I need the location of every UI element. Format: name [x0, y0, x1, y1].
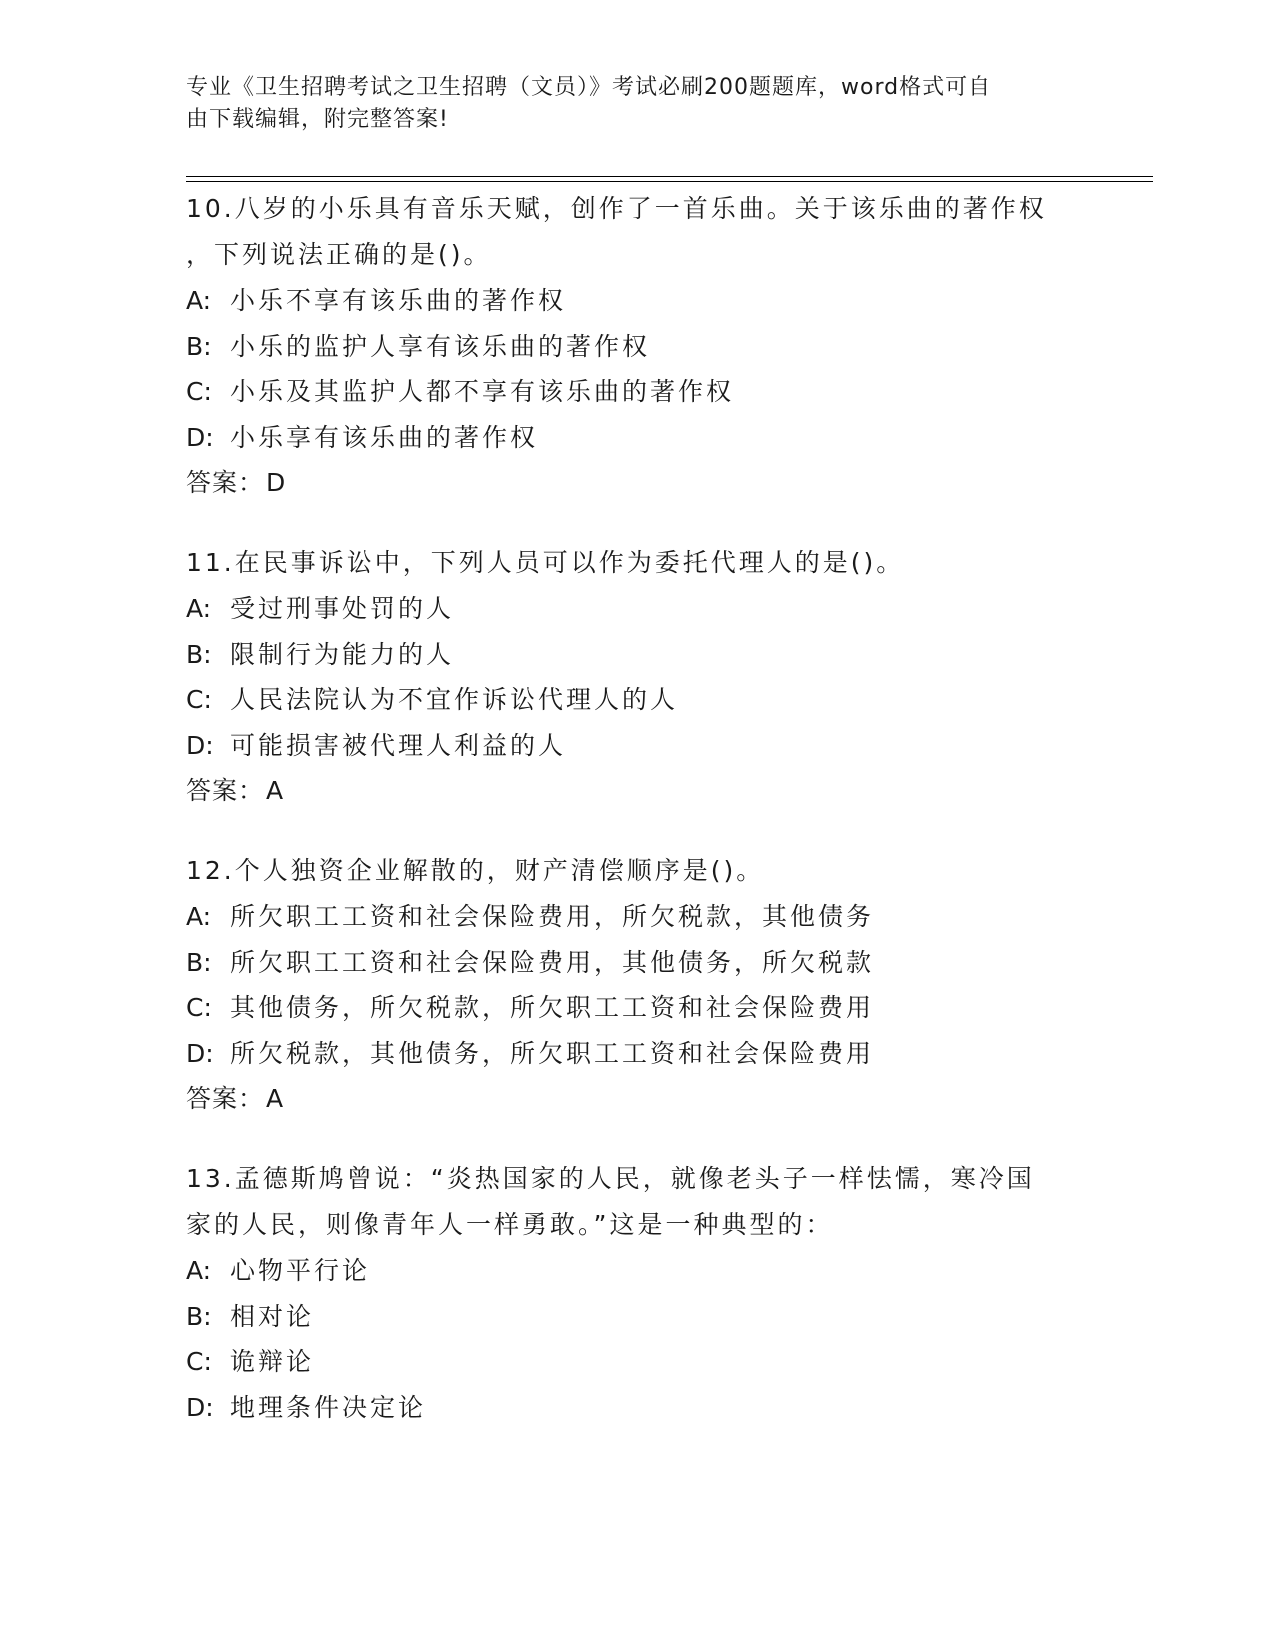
- option-text: 所欠职工工资和社会保险费用，所欠税款，其他债务: [230, 902, 875, 931]
- question-text-line-2: ，下列说法正确的是()。: [186, 240, 492, 269]
- question-text-line-1: 12.个人独资企业解散的，财产清偿顺序是()。: [186, 856, 765, 885]
- question-text: [186, 540, 1086, 586]
- option-c: [186, 985, 1086, 1031]
- option-text: 受过刑事处罚的人: [230, 594, 455, 623]
- option-b: [186, 940, 1086, 986]
- option-text: 小乐不享有该乐曲的著作权: [230, 286, 567, 315]
- question-text-line-1: 13.孟德斯鸠曾说：“炎热国家的人民，就像老头子一样怯懦，寒冷国: [186, 1164, 1035, 1193]
- option-d: [186, 415, 1086, 461]
- option-text: 人民法院认为不宜作诉讼代理人的人: [230, 685, 679, 714]
- option-b: [186, 632, 1086, 678]
- answer-line: [186, 1076, 1086, 1122]
- option-letter: D:: [186, 1038, 214, 1068]
- option-letter: A:: [186, 1256, 212, 1285]
- option-text: 其他债务，所欠税款，所欠职工工资和社会保险费用: [230, 993, 875, 1022]
- answer-line: [186, 768, 1086, 814]
- header-line-1: 专业《卫生招聘考试之卫生招聘（文员）》考试必刷200题题库，word格式可自: [186, 75, 992, 100]
- option-letter: C:: [186, 685, 212, 714]
- question-item: [186, 186, 1086, 506]
- header-divider-bottom: [186, 181, 1153, 182]
- option-d: [186, 1031, 1086, 1077]
- option-text: 心物平行论: [230, 1256, 371, 1285]
- option-text: 小乐享有该乐曲的著作权: [230, 422, 539, 452]
- option-text: 限制行为能力的人: [230, 639, 455, 669]
- option-letter: A:: [186, 594, 212, 623]
- question-text: [186, 848, 1086, 894]
- option-letter: D:: [186, 730, 214, 760]
- option-letter: B:: [186, 1301, 212, 1331]
- document-header: [186, 72, 1066, 136]
- header-line-2: 由下载编辑，附完整答案!: [186, 107, 449, 132]
- answer-line: [186, 460, 1086, 506]
- answer-value: A: [266, 776, 285, 805]
- option-text: 可能损害被代理人利益的人: [230, 730, 567, 760]
- question-text-line-1: 11.在民事诉讼中，下列人员可以作为委托代理人的是()。: [186, 548, 905, 577]
- question-item: [186, 1156, 1086, 1430]
- option-letter: D:: [186, 1392, 214, 1422]
- option-text: 地理条件决定论: [230, 1392, 427, 1422]
- option-b: [186, 1294, 1086, 1340]
- option-text: 所欠职工工资和社会保险费用，其他债务，所欠税款: [230, 947, 875, 977]
- option-a: [186, 278, 1086, 324]
- option-text: 相对论: [230, 1301, 315, 1331]
- option-letter: C:: [186, 1347, 212, 1376]
- answer-label: 答案：: [186, 776, 265, 805]
- option-letter: C:: [186, 993, 212, 1022]
- option-letter: A:: [186, 286, 212, 315]
- option-text: 小乐及其监护人都不享有该乐曲的著作权: [230, 377, 735, 406]
- option-text: 所欠税款，其他债务，所欠职工工资和社会保险费用: [230, 1038, 875, 1068]
- option-a: [186, 1248, 1086, 1294]
- question-item: [186, 848, 1086, 1122]
- option-letter: B:: [186, 639, 212, 669]
- option-c: [186, 677, 1086, 723]
- option-d: [186, 1385, 1086, 1431]
- question-text-line-1: 10.八岁的小乐具有音乐天赋，创作了一首乐曲。关于该乐曲的著作权: [186, 194, 1047, 223]
- question-list: [186, 186, 1086, 1464]
- option-a: [186, 894, 1086, 940]
- option-c: [186, 1339, 1086, 1385]
- option-d: [186, 723, 1086, 769]
- option-letter: A:: [186, 902, 212, 931]
- option-text: 小乐的监护人享有该乐曲的著作权: [230, 331, 651, 361]
- question-text: [186, 1156, 1086, 1248]
- option-b: [186, 324, 1086, 370]
- option-text: 诡辩论: [230, 1347, 315, 1376]
- answer-label: 答案：: [186, 468, 265, 497]
- option-a: [186, 586, 1086, 632]
- option-c: [186, 369, 1086, 415]
- option-letter: B:: [186, 331, 212, 361]
- option-letter: B:: [186, 947, 212, 977]
- answer-value: A: [266, 1084, 285, 1113]
- question-text-line-2: 家的人民，则像青年人一样勇敢。”这是一种典型的：: [186, 1210, 834, 1239]
- option-letter: D:: [186, 422, 214, 452]
- header-divider-top: [186, 176, 1153, 177]
- question-item: [186, 540, 1086, 814]
- answer-label: 答案：: [186, 1084, 265, 1113]
- question-text: [186, 186, 1086, 278]
- option-letter: C:: [186, 377, 212, 406]
- answer-value: D: [266, 468, 287, 497]
